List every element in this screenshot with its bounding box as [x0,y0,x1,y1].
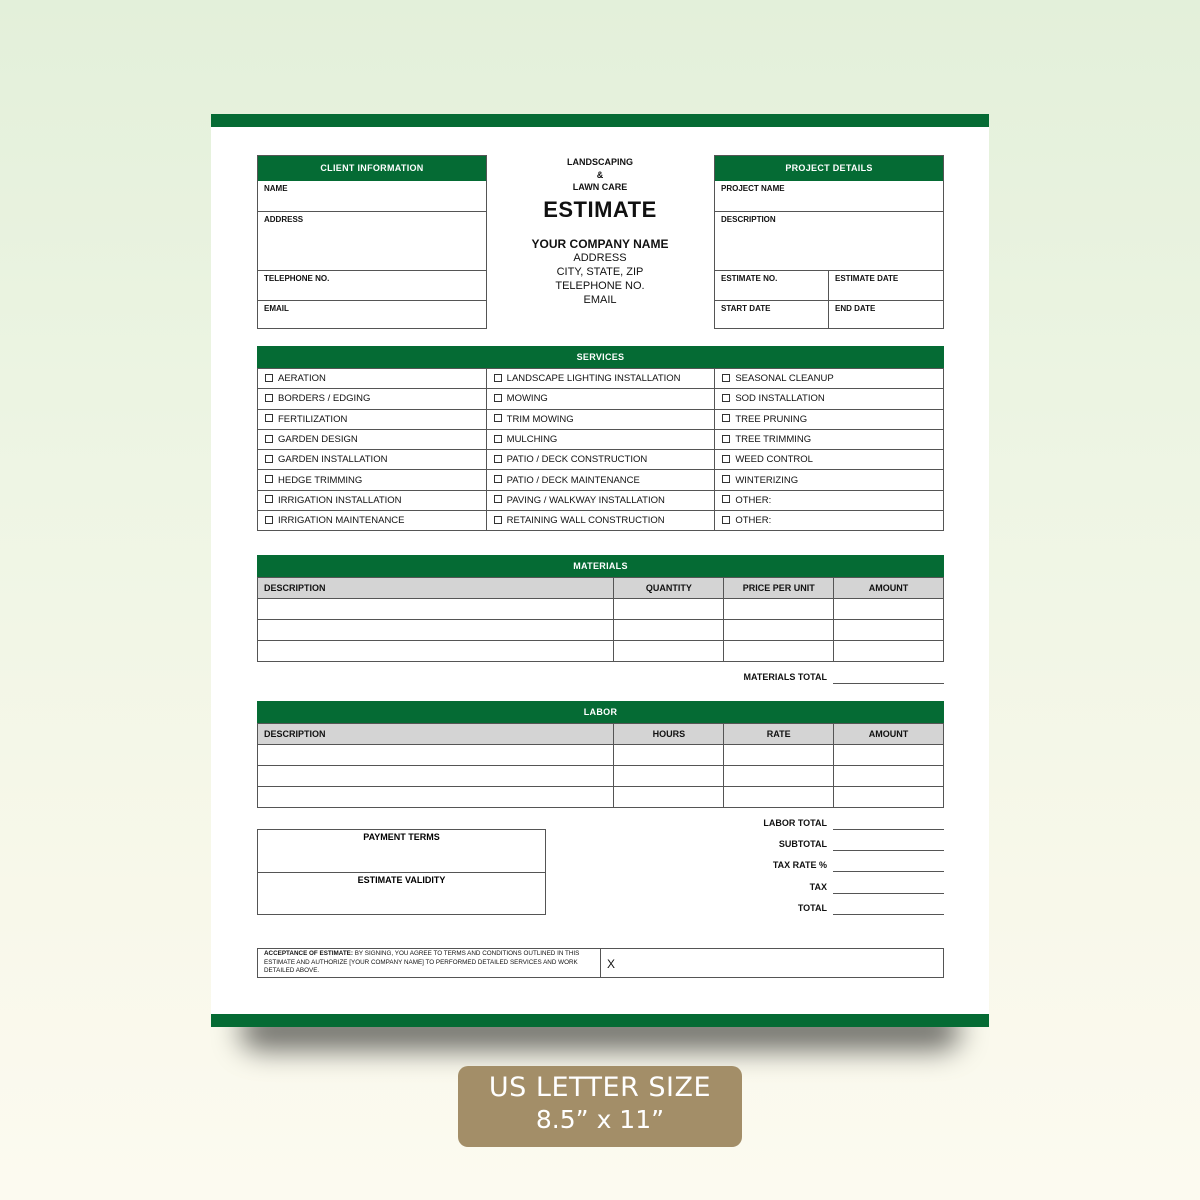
table-cell[interactable] [834,766,944,787]
table-cell[interactable] [724,787,834,808]
services-title: SERVICES [257,346,944,368]
service-option[interactable] [715,409,944,429]
labor-col-rate: RATE [724,724,834,745]
materials-total-label: MATERIALS TOTAL [743,672,827,682]
service-label: BORDERS / EDGING [278,393,371,405]
checkbox-icon[interactable] [722,435,730,443]
service-label: IRRIGATION INSTALLATION [278,494,402,506]
subtotal-label: SUBTOTAL [778,839,827,849]
service-option[interactable] [258,369,487,389]
tax-label: TAX [809,882,827,892]
estimate-number-row [715,270,943,300]
service-label: GARDEN INSTALLATION [278,454,388,466]
business-type-line1: LANDSCAPING [566,157,633,167]
signature-field[interactable] [601,949,943,977]
service-label: PATIO / DECK MAINTENANCE [506,474,640,486]
table-cell[interactable] [258,787,614,808]
estimate-sheet [211,114,989,1027]
table-cell[interactable] [724,599,834,620]
checkbox-icon[interactable] [265,516,273,524]
table-row [258,787,944,808]
materials-col-amount: AMOUNT [834,578,944,599]
table-cell[interactable] [614,599,724,620]
service-option[interactable] [258,470,487,490]
tax-line[interactable] [833,893,944,894]
signature-mark: X [607,957,616,971]
checkbox-icon[interactable] [494,414,502,422]
estimate-number-field[interactable]: ESTIMATE NO. [715,271,829,300]
checkbox-icon[interactable] [265,435,273,443]
payment-terms-field[interactable] [258,830,545,873]
labor-col-hours: HOURS [614,724,724,745]
client-telephone-field[interactable]: TELEPHONE NO. [258,270,486,300]
service-label: PATIO / DECK CONSTRUCTION [506,454,648,466]
labor-table [257,723,944,808]
service-option[interactable] [486,490,715,510]
service-label: RETAINING WALL CONSTRUCTION [506,515,665,527]
table-cell[interactable] [258,766,614,787]
service-option[interactable] [258,490,487,510]
service-option[interactable] [486,429,715,449]
table-cell[interactable] [834,620,944,641]
service-option[interactable] [715,470,944,490]
services-row [258,450,944,470]
services-row [258,369,944,389]
checkbox-icon[interactable] [494,374,502,382]
table-cell[interactable] [724,766,834,787]
service-label: TREE PRUNING [735,413,808,425]
project-description-field[interactable]: DESCRIPTION [715,211,943,270]
checkbox-icon[interactable] [722,414,730,422]
tax-rate-line[interactable] [833,871,944,872]
service-option[interactable] [486,369,715,389]
service-option[interactable] [486,511,715,531]
terms-box [257,829,546,915]
service-label: WEED CONTROL [735,454,813,466]
table-cell[interactable] [258,599,614,620]
table-row [258,641,944,662]
service-option[interactable] [715,511,944,531]
service-option[interactable] [486,389,715,409]
checkbox-icon[interactable] [265,414,273,422]
table-cell[interactable] [724,620,834,641]
service-option[interactable] [715,429,944,449]
total-line[interactable] [833,914,944,915]
materials-col-price: PRICE PER UNIT [724,578,834,599]
estimate-date-field[interactable]: ESTIMATE DATE [835,274,899,283]
checkbox-icon[interactable] [265,495,273,503]
acceptance-text [258,949,601,977]
service-label: MULCHING [506,434,558,446]
service-label: OTHER: [735,515,772,527]
service-label: SOD INSTALLATION [735,393,825,405]
client-email-field[interactable]: EMAIL [258,300,486,328]
service-option[interactable] [486,470,715,490]
company-city: CITY, STATE, ZIP [556,265,644,278]
table-cell[interactable] [258,745,614,766]
client-info-box [257,155,487,329]
table-row [258,745,944,766]
table-row [258,599,944,620]
checkbox-icon[interactable] [494,394,502,402]
service-option[interactable] [715,369,944,389]
service-label: FERTILIZATION [278,413,348,425]
table-cell[interactable] [834,745,944,766]
project-name-field[interactable]: PROJECT NAME [721,184,785,193]
service-option[interactable] [258,429,487,449]
checkbox-icon[interactable] [494,455,502,463]
labor-col-description: DESCRIPTION [258,724,614,745]
table-cell[interactable] [614,620,724,641]
labor-header-row [258,724,944,745]
materials-header-row [258,578,944,599]
document-title: ESTIMATE [543,196,657,222]
checkbox-icon[interactable] [265,475,273,483]
materials-col-quantity: QUANTITY [614,578,724,599]
size-badge-line1: US LETTER SIZE [488,1072,712,1103]
checkbox-icon[interactable] [494,435,502,443]
checkbox-icon[interactable] [494,475,502,483]
materials-col-description: DESCRIPTION [258,578,614,599]
checkbox-icon[interactable] [722,516,730,524]
services-row [258,470,944,490]
estimate-validity-field[interactable] [258,873,545,914]
table-cell[interactable] [724,745,834,766]
table-cell[interactable] [834,641,944,662]
service-label: PAVING / WALKWAY INSTALLATION [506,494,665,506]
checkbox-icon[interactable] [722,374,730,382]
table-cell[interactable] [834,599,944,620]
service-option[interactable] [258,450,487,470]
title-block [501,156,699,307]
materials-title: MATERIALS [257,555,944,577]
service-label: TRIM MOWING [506,413,574,425]
checkbox-icon[interactable] [722,455,730,463]
company-name: YOUR COMPANY NAME [531,236,669,251]
business-type-line2: & [596,169,604,180]
top-green-bar [211,114,989,127]
checkbox-icon[interactable] [722,495,730,503]
size-badge-line2: 8.5” x 11” [535,1105,665,1134]
company-address: ADDRESS [573,251,627,264]
table-cell[interactable] [724,641,834,662]
payment-terms-label: PAYMENT TERMS [363,832,440,842]
table-cell[interactable] [614,787,724,808]
service-option[interactable] [258,511,487,531]
table-cell[interactable] [834,787,944,808]
project-details-title: PROJECT DETAILS [715,156,943,181]
start-date-field[interactable]: START DATE [715,301,829,328]
service-label: SEASONAL CLEANUP [735,373,834,385]
checkbox-icon[interactable] [494,516,502,524]
service-label: AERATION [278,373,326,385]
service-option[interactable] [715,490,944,510]
service-option[interactable] [258,409,487,429]
service-option[interactable] [486,409,715,429]
service-label: TREE TRIMMING [735,434,812,446]
labor-total-label: LABOR TOTAL [763,818,827,828]
service-label: WINTERIZING [735,474,799,486]
service-label: GARDEN DESIGN [278,434,358,446]
table-row [258,620,944,641]
project-details-box [714,155,944,329]
acceptance-body: BY SIGNING, YOU AGREE TO TERMS AND CONDITIONS OUTLINED IN THIS ESTIMATE AND AUTHORIZE [YOUR COMPANY NAME] TO PERFORMED DETAILED SERVICES AND WORK DETAILED ABOVE. [264,950,580,974]
client-info-title: CLIENT INFORMATION [258,156,486,181]
end-date-field[interactable]: END DATE [835,304,876,313]
estimate-validity-label: ESTIMATE VALIDITY [357,875,446,885]
total-label: TOTAL [797,903,827,913]
services-table [257,368,944,531]
service-option[interactable] [486,450,715,470]
labor-total-line[interactable] [833,829,944,830]
service-label: HEDGE TRIMMING [278,474,363,486]
checkbox-icon[interactable] [265,374,273,382]
service-option[interactable] [258,389,487,409]
service-option[interactable] [715,450,944,470]
subtotal-line[interactable] [833,850,944,851]
dates-row [715,300,943,328]
client-address-field[interactable]: ADDRESS [258,211,486,270]
table-row [258,766,944,787]
services-row [258,429,944,449]
client-name-field[interactable]: NAME [264,184,288,193]
table-cell[interactable] [614,766,724,787]
business-type-line3: LAWN CARE [572,182,628,192]
company-email: EMAIL [583,293,617,306]
acceptance-box [257,948,944,978]
checkbox-icon[interactable] [722,394,730,402]
table-cell[interactable] [258,641,614,662]
materials-total-line[interactable] [833,683,944,684]
size-badge [458,1066,742,1147]
services-row [258,511,944,531]
tax-rate-label: TAX RATE % [772,860,827,870]
table-cell[interactable] [614,745,724,766]
acceptance-bold: ACCEPTANCE OF ESTIMATE: [264,950,353,957]
service-label: IRRIGATION MAINTENANCE [278,515,405,527]
table-cell[interactable] [614,641,724,662]
services-row [258,409,944,429]
service-label: MOWING [506,393,548,405]
materials-table [257,577,944,662]
labor-title: LABOR [257,701,944,723]
services-row [258,389,944,409]
bottom-green-bar [211,1014,989,1027]
table-cell[interactable] [258,620,614,641]
labor-col-amount: AMOUNT [834,724,944,745]
checkbox-icon[interactable] [265,455,273,463]
checkbox-icon[interactable] [265,394,273,402]
service-label: LANDSCAPE LIGHTING INSTALLATION [506,373,681,385]
checkbox-icon[interactable] [722,475,730,483]
services-row [258,490,944,510]
checkbox-icon[interactable] [494,495,502,503]
service-option[interactable] [715,389,944,409]
service-label: OTHER: [735,494,772,506]
company-telephone: TELEPHONE NO. [555,279,645,292]
